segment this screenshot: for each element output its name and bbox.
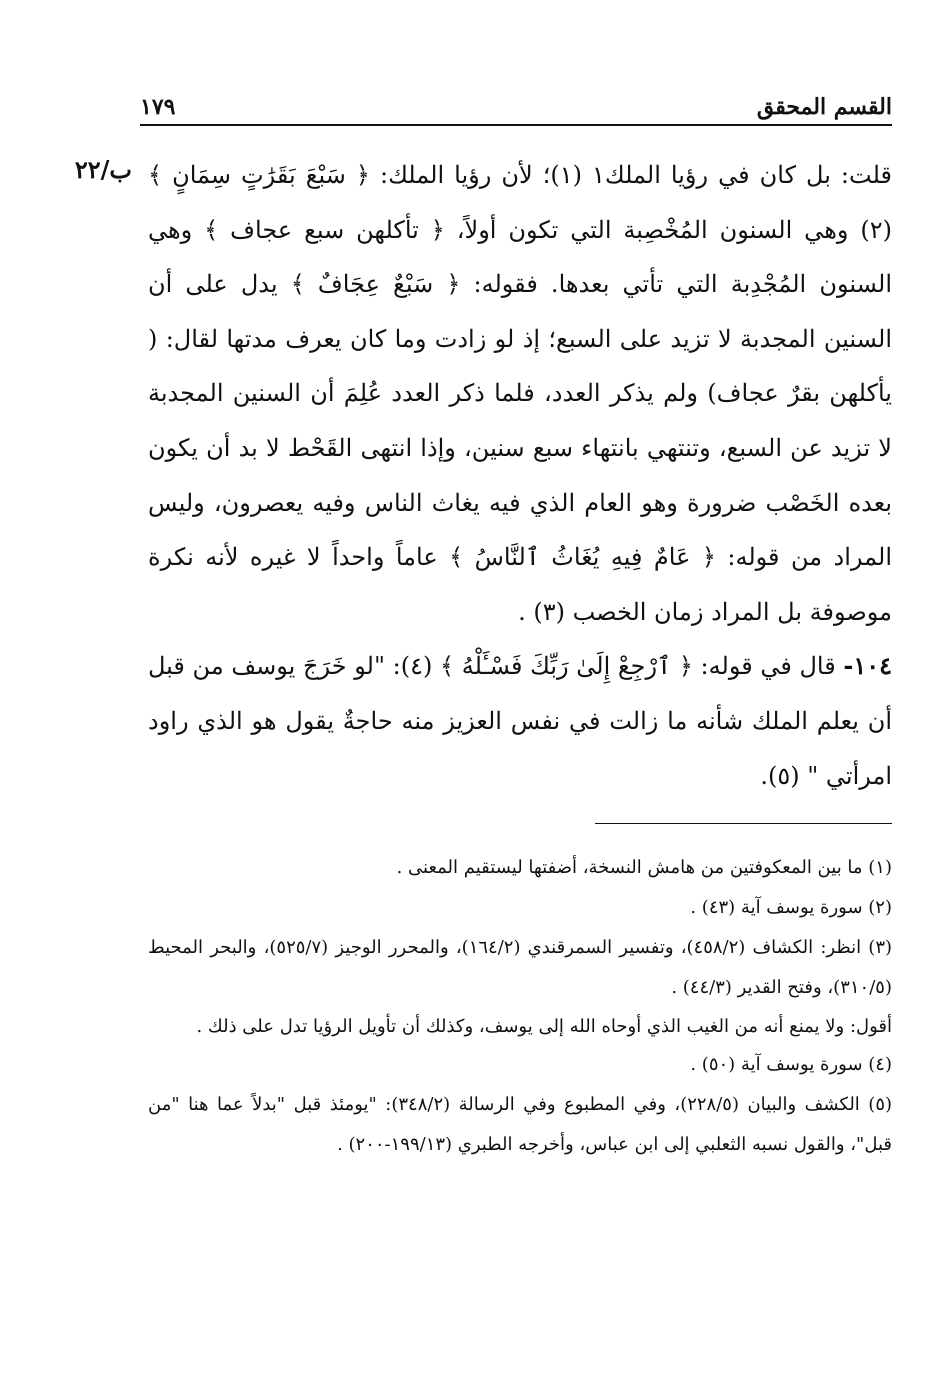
- footnote-3-comment: أقول: ولا يمنع أنه من الغيب الذي أوحاه الله إلى يوسف، وكذلك أن تأويل الرؤيا تدل على ذلك .: [196, 1016, 892, 1037]
- paragraph-1: قلت: بل كان في رؤيا الملك١ (١)؛ لأن رؤيا الملك: ﴿ سَبْعَ بَقَرَٰتٍ سِمَانٍ ﴾ (٢) وهي السنون المُخْصِبة التي تكون أولاً، ﴿ تأكلهن سبع عجاف ﴾ وهي السنون المُجْدِبة التي تأتي بعدها. فقوله: ﴿ سَبْعٌ عِجَافٌ ﴾ يدل على أن السنين المجدبة لا تزيد على السبع؛ إذ لو زادت وما كان يعرف مدتها لقال: ( يأكلهن بقرٌ عجاف) ولم يذكر العدد، فلما ذكر العدد عُلِمَ أن السنين المجدبة لا تزيد عن السبع، وتنتهي بانتهاء سبع سنين، وإذا انتهى القَحْط لا بد أن يكون بعده الخَصْب ضرورة وهو العام الذي فيه يغاث الناس وفيه يعصرون، وليس المراد من قوله: ﴿ عَامٌ فِيهِ يُغَاثُ ٱلنَّاسُ ﴾ عاماً واحداً لا غيره لأنه نكرة موصوفة بل المراد زمان الخصب (٣) .: [148, 161, 893, 626]
- main-text: [148, 148, 892, 803]
- header-rule: [140, 124, 892, 126]
- footnote-1: (١) ما بين المعكوفتين من هامش النسخة، أضفتها ليستقيم المعنى .: [396, 857, 892, 878]
- page-header: [140, 92, 892, 122]
- running-title: القسم المحقق: [756, 94, 892, 120]
- paragraph-2-text: قال في قوله: ﴿ ٱرْجِعْ إِلَىٰ رَبِّكَ فَسْـَٔلْهُ ﴾ (٤): "لو خَرَجَ يوسف من قبل أن يعلم الملك شأنه ما زالت في نفس العزيز منه حاجةٌ يقول هو الذي راود امرأتي " (٥).: [148, 652, 892, 790]
- footnote-2: (٢) سورة يوسف آية (٤٣) .: [690, 897, 892, 918]
- footnote-3: (٣) انظر: الكشاف (٤٥٨/٢)، وتفسير السمرقندي (١٦٤/٢)، والمحرر الوجيز (٥٢٥/٧)، والبحر المحيط (٣١٠/٥)، وفتح القدير (٤٤/٣) .: [148, 937, 893, 998]
- page-number: ١٧٩: [140, 94, 176, 120]
- paragraph-2: [148, 639, 892, 803]
- footnotes: [148, 848, 892, 1165]
- footnote-5: (٥) الكشف والبيان (٢٢٨/٥)، وفي المطبوع وفي الرسالة (٣٤٨/٢): "يومئذ قبل "بدلاً عما هنا "من قبل"، والقول نسبه الثعلبي إلى ابن عباس، وأخرجه الطبري (١٩٩/١٣-٢٠٠) .: [148, 1094, 893, 1155]
- manuscript-folio-note: ب/٢٢: [74, 155, 132, 184]
- footnote-4: (٤) سورة يوسف آية (٥٠) .: [690, 1054, 892, 1075]
- item-number: ١٠٤-: [843, 651, 892, 681]
- footnote-separator: [595, 823, 892, 824]
